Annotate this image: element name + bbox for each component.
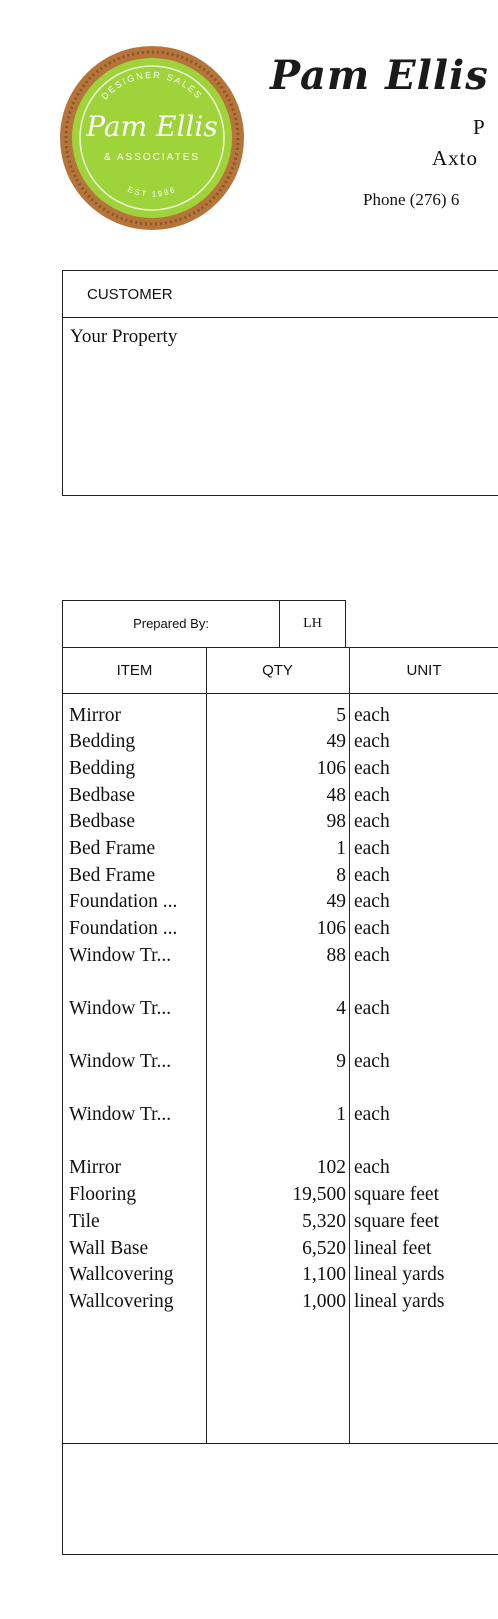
- table-row: [63, 1261, 498, 1288]
- item-cell: Window Tr...: [69, 998, 172, 1019]
- qty-cell: 1: [336, 1104, 346, 1125]
- item-cell: Bed Frame: [69, 838, 156, 859]
- item-cell: Bed Frame: [69, 865, 156, 886]
- unit-cell: each: [354, 838, 390, 859]
- unit-cell: each: [354, 1104, 390, 1125]
- table-row: [63, 728, 498, 755]
- unit-cell: each: [354, 811, 390, 832]
- qty-cell: 48: [326, 785, 346, 806]
- item-cell: Bedding: [69, 731, 136, 752]
- qty-cell: 49: [326, 731, 346, 752]
- item-cell: Flooring: [69, 1184, 137, 1205]
- table-row: [63, 1235, 498, 1262]
- qty-cell: 1,100: [302, 1264, 346, 1285]
- column-header-item: ITEM: [116, 662, 153, 679]
- qty-cell: 19,500: [292, 1184, 346, 1205]
- item-cell: Wallcovering: [69, 1264, 174, 1285]
- table-row: [63, 782, 498, 809]
- unit-cell: each: [354, 998, 390, 1019]
- table-row: [63, 808, 498, 835]
- unit-cell: each: [354, 758, 390, 779]
- item-cell: Foundation ...: [69, 891, 178, 912]
- column-header-unit: UNIT: [406, 662, 442, 679]
- unit-cell: square feet: [354, 1184, 439, 1205]
- company-name: Pam Ellis: [270, 52, 489, 99]
- item-cell: Foundation ...: [69, 918, 178, 939]
- qty-cell: 88: [326, 945, 346, 966]
- address-line-1: P: [473, 115, 485, 139]
- item-cell: Window Tr...: [69, 945, 172, 966]
- phone-number: Phone (276) 6: [363, 190, 460, 209]
- logo-seal: [58, 44, 246, 232]
- table-row: [63, 1101, 498, 1128]
- unit-cell: each: [354, 945, 390, 966]
- qty-cell: 1: [336, 838, 346, 859]
- qty-cell: 4: [336, 998, 346, 1019]
- item-cell: Bedbase: [69, 785, 136, 806]
- table-row: [63, 888, 498, 915]
- logo-est-text: EST 1986: [126, 184, 178, 199]
- qty-cell: 106: [316, 758, 346, 779]
- table-row: [63, 702, 498, 729]
- table-row: [63, 1181, 498, 1208]
- table-row: [63, 1048, 498, 1075]
- table-row: [63, 942, 498, 969]
- item-cell: Wall Base: [69, 1238, 149, 1259]
- logo-top-text: DESIGNER SALES: [99, 69, 205, 102]
- prepared-by-label: Prepared By:: [63, 601, 280, 647]
- item-cell: Window Tr...: [69, 1104, 172, 1125]
- table-row: [63, 1154, 498, 1181]
- item-cell: Mirror: [69, 705, 121, 726]
- qty-cell: 5: [336, 705, 346, 726]
- company-logo: [58, 44, 246, 232]
- item-cell: Bedding: [69, 758, 136, 779]
- unit-cell: lineal yards: [354, 1264, 445, 1285]
- unit-cell: lineal yards: [354, 1291, 445, 1312]
- qty-cell: 49: [326, 891, 346, 912]
- qty-cell: 6,520: [302, 1238, 346, 1259]
- item-cell: Tile: [69, 1211, 100, 1232]
- item-cell: Window Tr...: [69, 1051, 172, 1072]
- item-cell: Bedbase: [69, 811, 136, 832]
- qty-cell: 5,320: [302, 1211, 346, 1232]
- unit-cell: each: [354, 891, 390, 912]
- unit-cell: square feet: [354, 1211, 439, 1232]
- qty-cell: 1,000: [302, 1291, 346, 1312]
- prepared-by-value: LH: [303, 616, 322, 631]
- table-row: [63, 862, 498, 889]
- column-header-qty: QTY: [262, 662, 293, 679]
- unit-cell: each: [354, 731, 390, 752]
- qty-cell: 8: [336, 865, 346, 886]
- logo-name: Pam Ellis: [86, 110, 218, 143]
- table-row: [63, 915, 498, 942]
- qty-cell: 98: [326, 811, 346, 832]
- customer-label: CUSTOMER: [63, 271, 498, 318]
- table-row: [63, 1288, 498, 1315]
- table-header-row: [63, 648, 498, 694]
- unit-cell: each: [354, 785, 390, 806]
- item-cell: Wallcovering: [69, 1291, 174, 1312]
- qty-cell: 102: [316, 1157, 346, 1178]
- qty-cell: 106: [316, 918, 346, 939]
- table-row: [63, 835, 498, 862]
- unit-cell: each: [354, 705, 390, 726]
- address-line-2: Axto: [432, 146, 478, 170]
- unit-cell: each: [354, 918, 390, 939]
- items-table: [62, 647, 498, 1555]
- unit-cell: each: [354, 1051, 390, 1072]
- unit-cell: lineal feet: [354, 1238, 432, 1259]
- logo-sub: & ASSOCIATES: [103, 152, 201, 163]
- table-row: [63, 1208, 498, 1235]
- prepared-by-box: [62, 600, 346, 648]
- table-footer-divider: [63, 1443, 498, 1444]
- customer-value: Your Property: [70, 326, 178, 347]
- table-row: [63, 995, 498, 1022]
- table-row: [63, 755, 498, 782]
- item-cell: Mirror: [69, 1157, 121, 1178]
- unit-cell: each: [354, 1157, 390, 1178]
- qty-cell: 9: [336, 1051, 346, 1072]
- unit-cell: each: [354, 865, 390, 886]
- customer-box: [62, 270, 498, 496]
